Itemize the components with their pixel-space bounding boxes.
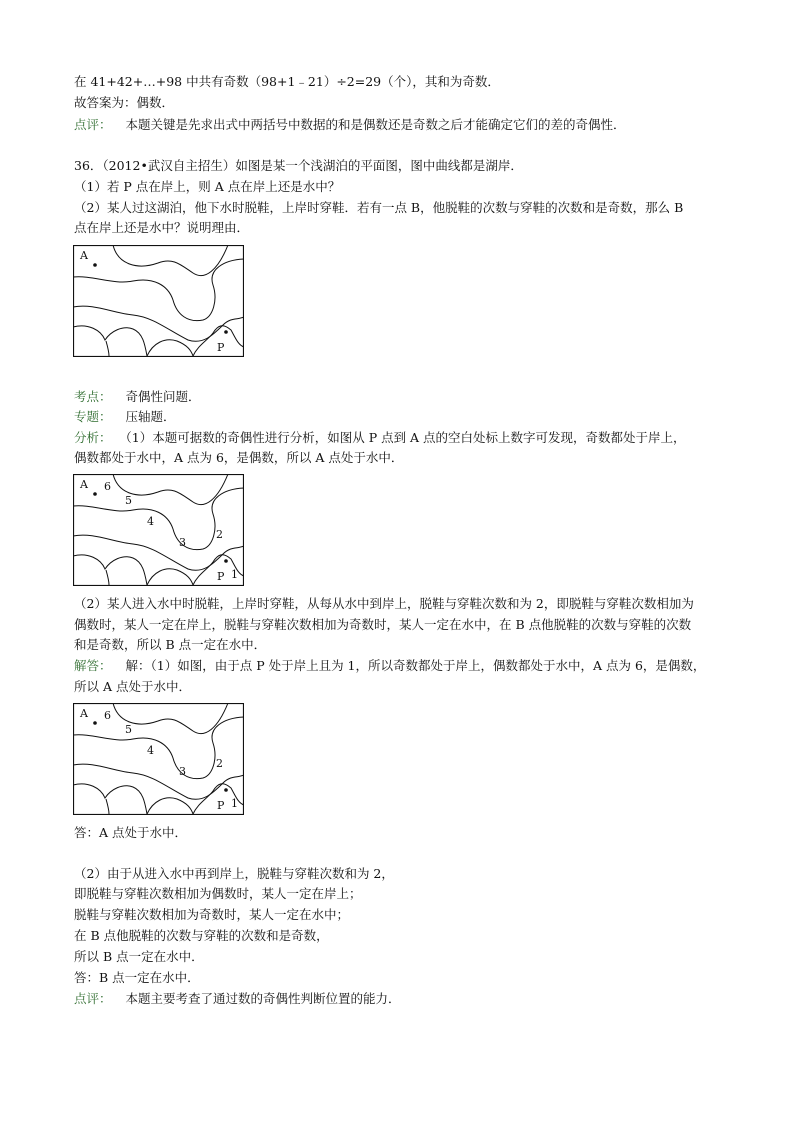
lake-figure-2 [73,474,244,586]
region-number-6: 6 [104,480,111,493]
zhuanti-text: 压轴题． [125,409,176,424]
jieda-line1 [74,658,705,674]
region-number-5: 5 [125,494,132,507]
fenxi-line1 [74,430,686,446]
region-number-2: 2 [216,528,223,541]
dianping-text: 本题主要考查了通过数的奇偶性判断位置的能力． [125,991,401,1006]
kaodian-text: 奇偶性问题． [125,389,201,404]
prev-review [74,117,626,133]
lake-figure-1 [73,245,244,357]
jieda-text: 解：（1）如图，由于点 P 处于岸上且为 1，所以奇数都处于岸上，偶数都处于水中，A 点为 6，是偶数， [125,658,706,673]
fenxi-part2-line3: 和是奇数，所以 B 点一定在水中． [74,637,267,652]
zhuanti-label: 专题： [74,409,112,424]
prev-solution-line: 在 41+42+…+98 中共有奇数（98+1﹣21）÷2=29（个），其和为奇数． [74,74,500,89]
region-number-4: 4 [147,515,154,528]
lake-figure-3 [73,703,244,815]
region-number-2: 2 [216,757,223,770]
answer-1: 答：A 点处于水中． [74,825,188,840]
point-p-label: P [217,799,225,812]
answer-2: 答：B 点一定在水中． [74,970,200,985]
question-1: （1）若 P 点在岸上，则 A 点在岸上还是水中？ [74,179,341,194]
fenxi-line2: 偶数都处于水中，A 点为 6，是偶数，所以 A 点处于水中． [74,450,404,465]
fenxi-part2-line1: （2）某人进入水中时脱鞋，上岸时穿鞋，从每从水中到岸上，脱鞋与穿鞋次数和为 2，即脱鞋与穿鞋次数相加为 [74,596,694,611]
zhuanti [74,409,176,425]
question-2-line1: （2）某人过这湖泊，他下水时脱鞋，上岸时穿鞋．若有一点 B，他脱鞋的次数与穿鞋的次数和是奇数，那么 B [74,200,684,215]
region-number-3: 3 [179,765,186,778]
jieda-part2-line: 所以 B 点一定在水中． [74,949,204,964]
problem-title: 36．（2012•武汉自主招生）如图是某一个浅湖泊的平面图，图中曲线都是湖岸． [74,158,523,173]
fenxi-text: （1）本题可据数的奇偶性进行分析，如图从 P 点到 A 点的空白处标上数字可发现，奇数都处于岸上， [125,430,686,445]
region-number-6: 6 [104,709,111,722]
jieda-part2-line: 脱鞋与穿鞋次数相加为奇数时，某人一定在水中； [74,907,350,922]
review-text: 本题关键是先求出式中两括号中数据的和是偶数还是奇数之后才能确定它们的差的奇偶性． [125,117,626,132]
region-number-5: 5 [125,723,132,736]
jieda-part2-line: 在 B 点他脱鞋的次数与穿鞋的次数和是奇数， [74,928,329,943]
jieda-line2: 所以 A 点处于水中． [74,679,191,694]
jieda-label: 解答： [74,658,112,673]
dianping [74,991,401,1007]
fenxi-part2-line2: 偶数时，某人一定在岸上，脱鞋与穿鞋次数相加为奇数时，某人一定在水中，在 B 点他脱鞋的次数与穿鞋的次数 [74,617,692,632]
point-p-label: P [217,570,225,583]
jieda-part2-line: 即脱鞋与穿鞋次数相加为偶数时，某人一定在岸上； [74,886,362,901]
kaodian [74,389,201,405]
prev-answer: 故答案为：偶数． [74,95,175,110]
dianping-label: 点评： [74,991,112,1006]
point-a-label: A [80,249,88,262]
review-label: 点评： [74,117,112,132]
jieda-part2-line: （2）由于从进入水中再到岸上，脱鞋与穿鞋次数和为 2， [74,866,394,881]
question-2-line2: 点在岸上还是水中？说明理由． [74,220,250,235]
region-number-1: 1 [231,568,238,581]
kaodian-label: 考点： [74,389,112,404]
point-a-label: A [80,707,88,720]
region-number-3: 3 [179,536,186,549]
region-number-1: 1 [231,797,238,810]
point-p-label: P [217,341,225,354]
point-a-label: A [80,478,88,491]
fenxi-label: 分析： [74,430,112,445]
region-number-4: 4 [147,744,154,757]
